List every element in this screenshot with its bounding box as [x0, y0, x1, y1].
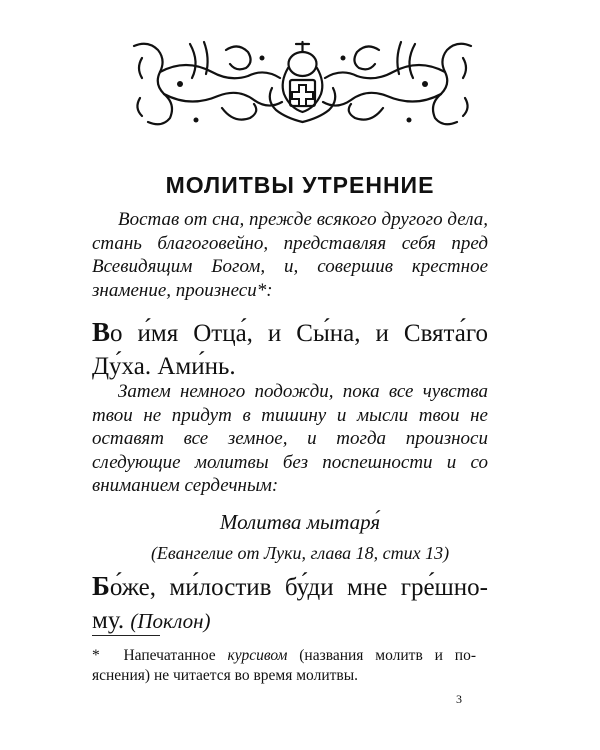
footnote-marker: *	[92, 647, 100, 664]
invocation-prayer	[92, 316, 488, 383]
scripture-reference: (Евангелие от Луки, глава 18, стих 13)	[150, 543, 450, 563]
page-title: МОЛИТВЫ УТРЕННИЕ	[165, 172, 435, 198]
publican-prayer-text: о́же, ми́лостив бу́ди мне гре́шно-му.	[92, 574, 488, 634]
footnote	[92, 646, 476, 686]
ornamental-headpiece	[130, 38, 475, 130]
prostration-note: (Поклон)	[130, 609, 211, 633]
footnote-text-after: (названия молитв и по-яснения) не читается во время молитвы.	[92, 647, 476, 684]
prayer-title: Молитва мытаря́	[219, 510, 381, 534]
intro-instruction: Востав от сна, прежде всякого другого дела, стань благоговейно, представляя себя пред Всевидящим Богом, и, совершив крестное знамение, произнеси*:	[92, 209, 488, 301]
publican-prayer	[92, 570, 488, 638]
footnote-divider	[92, 635, 160, 636]
invocation-initial: В	[92, 317, 111, 347]
page-number: 3	[456, 692, 462, 706]
footnote-emphasis: курсивом	[227, 647, 288, 664]
invocation-text: о и́мя Отца́, и Сы́на, и Свята́го Ду́ха. Ами́нь.	[92, 320, 488, 380]
footnote-text-before: Напечатанное	[123, 647, 216, 664]
preparation-instruction: Затем немного подожди, пока все чувства твои не придут в тишину и мысли твои не оставят все земное, и тогда произноси следующие молитвы без поспешности и со вниманием сердечным:	[92, 381, 488, 496]
publican-prayer-initial: Б	[92, 571, 110, 601]
